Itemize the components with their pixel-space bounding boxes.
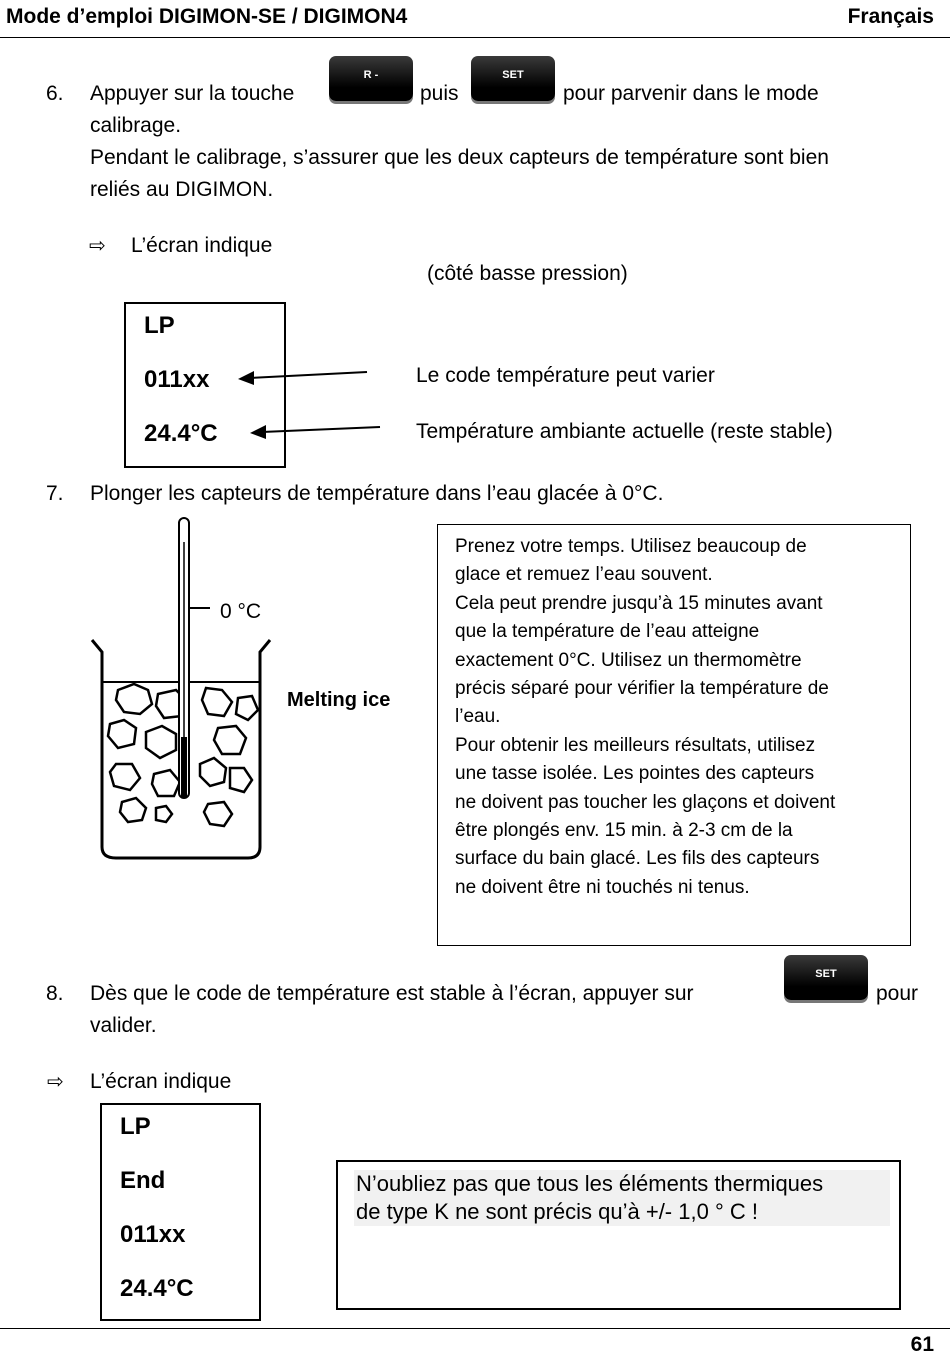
- screen-indicator-label: L’écran indique: [131, 234, 273, 257]
- annotation-text: Le code température peut varier: [416, 364, 715, 387]
- r-minus-key: R -: [329, 56, 413, 101]
- step-text: puis: [420, 82, 459, 105]
- step-text: Pendant le calibrage, s’assurer que les deux capteurs de température sont bien: [90, 146, 829, 169]
- warning-text: N’oubliez pas que tous les éléments thermiques de type K ne sont précis qu’à +/- 1,0 ° C !: [354, 1170, 890, 1226]
- step-text: pour parvenir dans le mode: [563, 82, 819, 105]
- step-text: Plonger les capteurs de température dans l’eau glacée à 0°C.: [90, 482, 664, 505]
- step-text: reliés au DIGIMON.: [90, 178, 274, 201]
- screen-indicator-label: L’écran indique: [90, 1070, 232, 1093]
- footer-divider: [0, 1328, 950, 1329]
- step-text: valider.: [90, 1014, 157, 1037]
- hollow-arrow-icon: ⇨: [47, 1071, 64, 1093]
- warning-box: [336, 1160, 901, 1310]
- set-key: SET: [784, 955, 868, 1000]
- step-text: calibrage.: [90, 114, 182, 137]
- display-line: LP: [144, 312, 175, 339]
- page-header: [0, 0, 950, 38]
- ice-bath-illustration: [88, 512, 408, 867]
- tip-text: Prenez votre temps. Utilisez beaucoup de glace et remuez l’eau souvent. Cela peut prendre jusqu’à 15 minutes avant que la température de l’eau atteigne exactement 0°C. Utilisez un thermomètre précis séparé pour vérifier la température de l’eau. Pour obtenir les meilleurs résultats, utilisez une tasse isolée. Les pointes des capteurs ne doivent pas toucher les glaçons et doivent être plongés env. 15 min. à 2-3 cm de la surface du bain glacé. Les fils des capteurs ne doivent être ni touchés ni tenus.: [455, 536, 836, 898]
- step-number: 8.: [46, 982, 64, 1005]
- hollow-arrow-icon: ⇨: [89, 235, 106, 257]
- document-title: Mode d’emploi DIGIMON-SE / DIGIMON4: [6, 5, 408, 28]
- annotation-text: Température ambiante actuelle (reste stable): [416, 420, 833, 443]
- tip-box: [437, 524, 911, 946]
- side-note: (côté basse pression): [427, 262, 628, 285]
- display-line: End: [120, 1167, 166, 1194]
- step-text: Appuyer sur la touche: [90, 82, 295, 105]
- page-number: 61: [910, 1333, 934, 1356]
- annotation-arrows: [230, 360, 390, 450]
- display-line: LP: [120, 1113, 151, 1140]
- temperature-label: 0 °C: [220, 600, 262, 623]
- step-text: pour: [876, 982, 919, 1005]
- step-number: 6.: [46, 82, 64, 105]
- step-number: 7.: [46, 482, 64, 505]
- display-line: 011xx: [120, 1221, 186, 1248]
- language-label: Français: [847, 5, 934, 28]
- lcd-display: [100, 1103, 261, 1321]
- display-line: 011xx: [144, 366, 210, 393]
- display-line: 24.4°C: [144, 420, 218, 447]
- step-text: Dès que le code de température est stable à l’écran, appuyer sur: [90, 982, 694, 1005]
- set-key: SET: [471, 56, 555, 101]
- ice-label: Melting ice: [287, 689, 391, 711]
- display-line: 24.4°C: [120, 1275, 194, 1302]
